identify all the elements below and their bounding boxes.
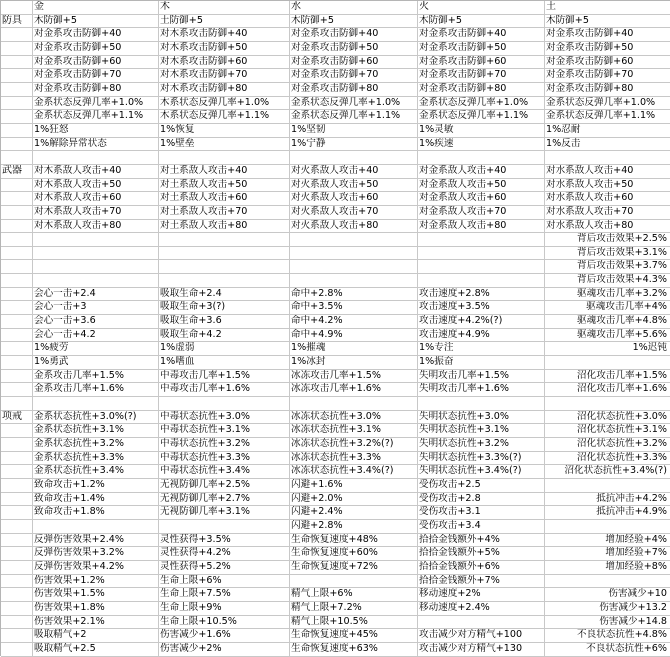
category-cell[interactable]: [1, 110, 33, 124]
data-cell[interactable]: 中毒状态抗性+3.0%: [159, 411, 290, 425]
data-cell[interactable]: 木防御+5: [290, 15, 418, 29]
data-cell[interactable]: 吸取生命+3.6: [159, 315, 290, 329]
data-cell[interactable]: 对木系敌人攻击+60: [33, 192, 159, 206]
data-cell[interactable]: 对金系攻击防御+40: [545, 28, 670, 42]
category-cell[interactable]: [1, 520, 33, 534]
data-cell[interactable]: 金系状态反弹几率+1.1%: [33, 110, 159, 124]
header-cell[interactable]: 木: [159, 1, 290, 15]
data-cell[interactable]: 伤害效果+1.2%: [33, 575, 159, 589]
data-cell[interactable]: 背后攻击效果+4.3%: [545, 274, 670, 288]
data-cell[interactable]: 1%狂怒: [33, 124, 159, 138]
category-cell[interactable]: [1, 206, 33, 220]
data-cell[interactable]: 生命上限+6%: [159, 575, 290, 589]
data-cell[interactable]: 对金系敌人攻击+80: [418, 220, 545, 234]
data-cell[interactable]: 1%灵敏: [418, 124, 545, 138]
category-cell[interactable]: [1, 561, 33, 575]
category-cell[interactable]: [1, 288, 33, 302]
data-cell[interactable]: 伤害减少+14.8: [545, 616, 670, 630]
category-cell[interactable]: [1, 465, 33, 479]
category-cell[interactable]: [1, 56, 33, 70]
category-cell[interactable]: [1, 315, 33, 329]
header-cell[interactable]: 水: [290, 1, 418, 15]
category-cell[interactable]: [1, 452, 33, 466]
data-cell[interactable]: 生命恢复速度+60%: [290, 547, 418, 561]
data-cell[interactable]: 1%反击: [545, 138, 670, 152]
data-cell[interactable]: 对木系敌人攻击+40: [33, 165, 159, 179]
data-cell[interactable]: 受伤攻击+2.8: [418, 493, 545, 507]
data-cell[interactable]: 对金系攻击防御+50: [418, 42, 545, 56]
data-cell[interactable]: 吸取生命+3(?): [159, 301, 290, 315]
category-cell[interactable]: [1, 506, 33, 520]
data-cell[interactable]: 1%疲劳: [33, 342, 159, 356]
data-cell[interactable]: 会心一击+3: [33, 301, 159, 315]
data-cell[interactable]: 伤害减少+13.2: [545, 602, 670, 616]
data-cell[interactable]: 金系状态抗性+3.0%(?): [33, 411, 159, 425]
data-cell[interactable]: 命中+3.5%: [290, 301, 418, 315]
data-cell[interactable]: 拾拾金钱额外+7%: [418, 575, 545, 589]
data-cell[interactable]: 对金系敌人攻击+50: [418, 179, 545, 193]
data-cell[interactable]: [545, 575, 670, 589]
data-cell[interactable]: [159, 274, 290, 288]
data-cell[interactable]: 金系状态反弹几率+1.1%: [290, 110, 418, 124]
data-cell[interactable]: [545, 356, 670, 370]
data-cell[interactable]: 冰冻状态抗性+3.0%: [290, 411, 418, 425]
data-cell[interactable]: 木防御+5: [545, 15, 670, 29]
data-cell[interactable]: 无视防御几率+3.1%: [159, 506, 290, 520]
data-cell[interactable]: 伤害减少+10: [545, 588, 670, 602]
category-cell[interactable]: [1, 616, 33, 630]
data-cell[interactable]: [545, 151, 670, 165]
data-cell[interactable]: [418, 274, 545, 288]
data-cell[interactable]: 失明攻击几率+1.6%: [418, 383, 545, 397]
data-cell[interactable]: [290, 151, 418, 165]
data-cell[interactable]: 沼化状态抗性+3.2%: [545, 438, 670, 452]
data-cell[interactable]: 失明状态抗性+3.0%: [418, 411, 545, 425]
data-cell[interactable]: 失明状态抗性+3.3%(?): [418, 452, 545, 466]
data-cell[interactable]: 移动速度+2%: [418, 588, 545, 602]
header-cell[interactable]: 金: [33, 1, 159, 15]
data-cell[interactable]: 增加经验+8%: [545, 561, 670, 575]
data-cell[interactable]: 土防御+5: [159, 15, 290, 29]
data-cell[interactable]: 1%宁静: [290, 138, 418, 152]
category-cell[interactable]: [1, 397, 33, 411]
data-cell[interactable]: 冰冻状态抗性+3.3%: [290, 452, 418, 466]
category-cell[interactable]: [1, 151, 33, 165]
data-cell[interactable]: 攻击减少对方精气+100: [418, 629, 545, 643]
data-cell[interactable]: 生命上限+9%: [159, 602, 290, 616]
data-cell[interactable]: 对木系敌人攻击+50: [33, 179, 159, 193]
data-cell[interactable]: 吸取生命+4.2: [159, 329, 290, 343]
data-cell[interactable]: 会心一击+4.2: [33, 329, 159, 343]
data-cell[interactable]: [418, 247, 545, 261]
category-cell[interactable]: [1, 179, 33, 193]
data-cell[interactable]: 对金系攻击防御+80: [545, 83, 670, 97]
category-cell[interactable]: [1, 260, 33, 274]
data-cell[interactable]: 金系状态抗性+3.1%: [33, 424, 159, 438]
data-cell[interactable]: 对木系攻击防御+70: [159, 69, 290, 83]
data-cell[interactable]: 驱魂攻击几率+3.2%: [545, 288, 670, 302]
category-cell[interactable]: 防具: [1, 15, 33, 29]
category-cell[interactable]: [1, 329, 33, 343]
data-cell[interactable]: 抵抗冲击+4.9%: [545, 506, 670, 520]
data-cell[interactable]: 对金系敌人攻击+40: [418, 165, 545, 179]
category-cell[interactable]: [1, 493, 33, 507]
data-cell[interactable]: 金系状态反弹几率+1.1%: [418, 110, 545, 124]
data-cell[interactable]: 中毒攻击几率+1.5%: [159, 370, 290, 384]
data-cell[interactable]: 对水系敌人攻击+70: [545, 206, 670, 220]
data-cell[interactable]: 金系状态抗性+3.3%: [33, 452, 159, 466]
data-cell[interactable]: 失明状态抗性+3.1%: [418, 424, 545, 438]
data-cell[interactable]: 对金系攻击防御+80: [290, 83, 418, 97]
category-cell[interactable]: [1, 192, 33, 206]
data-cell[interactable]: 1%解除异常状态: [33, 138, 159, 152]
data-cell[interactable]: [290, 247, 418, 261]
data-cell[interactable]: [545, 479, 670, 493]
data-cell[interactable]: 对木系攻击防御+50: [159, 42, 290, 56]
data-cell[interactable]: 1%忍耐: [545, 124, 670, 138]
data-cell[interactable]: 1%勇武: [33, 356, 159, 370]
category-cell[interactable]: [1, 42, 33, 56]
data-cell[interactable]: 对水系敌人攻击+40: [545, 165, 670, 179]
data-cell[interactable]: 中毒状态抗性+3.2%: [159, 438, 290, 452]
data-cell[interactable]: 吸取精气+2.5: [33, 643, 159, 657]
data-cell[interactable]: 会心一击+3.6: [33, 315, 159, 329]
data-cell[interactable]: 对金系敌人攻击+60: [418, 192, 545, 206]
data-cell[interactable]: 对金系攻击防御+60: [418, 56, 545, 70]
data-cell[interactable]: 1%振奋: [418, 356, 545, 370]
data-cell[interactable]: [159, 260, 290, 274]
data-cell[interactable]: 移动速度+2.4%: [418, 602, 545, 616]
data-cell[interactable]: 对金系攻击防御+40: [418, 28, 545, 42]
category-cell[interactable]: [1, 370, 33, 384]
category-cell[interactable]: [1, 138, 33, 152]
data-cell[interactable]: 闪避+2.4%: [290, 506, 418, 520]
data-cell[interactable]: 命中+4.2%: [290, 315, 418, 329]
data-cell[interactable]: 沼化攻击几率+1.6%: [545, 383, 670, 397]
data-cell[interactable]: [159, 151, 290, 165]
data-cell[interactable]: [33, 397, 159, 411]
data-cell[interactable]: 伤害效果+2.1%: [33, 616, 159, 630]
data-cell[interactable]: [33, 260, 159, 274]
header-cell[interactable]: 火: [418, 1, 545, 15]
data-cell[interactable]: 生命恢复速度+63%: [290, 643, 418, 657]
data-cell[interactable]: 伤害效果+1.5%: [33, 588, 159, 602]
data-cell[interactable]: 对金系敌人攻击+70: [418, 206, 545, 220]
data-cell[interactable]: 1%冰封: [290, 356, 418, 370]
data-cell[interactable]: 攻击速度+4.2%(?): [418, 315, 545, 329]
data-cell[interactable]: 拾拾金钱额外+6%: [418, 561, 545, 575]
data-cell[interactable]: 对火系敌人攻击+70: [290, 206, 418, 220]
data-cell[interactable]: 生命恢复速度+48%: [290, 534, 418, 548]
data-cell[interactable]: 增加经验+4%: [545, 534, 670, 548]
data-cell[interactable]: 木防御+5: [418, 15, 545, 29]
data-cell[interactable]: 会心一击+2.4: [33, 288, 159, 302]
category-cell[interactable]: [1, 342, 33, 356]
category-cell[interactable]: [1, 356, 33, 370]
data-cell[interactable]: [33, 520, 159, 534]
data-cell[interactable]: 冰冻攻击几率+1.5%: [290, 370, 418, 384]
data-cell[interactable]: 金系状态反弹几率+1.1%: [545, 110, 670, 124]
data-cell[interactable]: 精气上限+6%: [290, 588, 418, 602]
data-cell[interactable]: 中毒状态抗性+3.1%: [159, 424, 290, 438]
category-cell[interactable]: [1, 69, 33, 83]
category-cell[interactable]: [1, 629, 33, 643]
data-cell[interactable]: 闪避+2.8%: [290, 520, 418, 534]
data-cell[interactable]: 增加经验+7%: [545, 547, 670, 561]
data-cell[interactable]: 1%疾速: [418, 138, 545, 152]
data-cell[interactable]: 沼化状态抗性+3.3%: [545, 452, 670, 466]
data-cell[interactable]: 金系状态反弹几率+1.0%: [33, 97, 159, 111]
data-cell[interactable]: 沼化状态抗性+3.0%: [545, 411, 670, 425]
data-cell[interactable]: 背后攻击效果+2.5%: [545, 233, 670, 247]
data-cell[interactable]: [545, 397, 670, 411]
data-cell[interactable]: 闪避+1.6%: [290, 479, 418, 493]
data-cell[interactable]: 攻击减少对方精气+130: [418, 643, 545, 657]
data-cell[interactable]: 木防御+5: [33, 15, 159, 29]
data-cell[interactable]: 对火系敌人攻击+80: [290, 220, 418, 234]
data-cell[interactable]: 无视防御几率+2.5%: [159, 479, 290, 493]
data-cell[interactable]: 生命恢复速度+45%: [290, 629, 418, 643]
data-cell[interactable]: 对金系攻击防御+60: [545, 56, 670, 70]
data-cell[interactable]: 1%壁垒: [159, 138, 290, 152]
data-cell[interactable]: 失明攻击几率+1.5%: [418, 370, 545, 384]
data-cell[interactable]: [418, 616, 545, 630]
category-cell[interactable]: [1, 233, 33, 247]
data-cell[interactable]: 金系状态反弹几率+1.0%: [290, 97, 418, 111]
data-cell[interactable]: [33, 151, 159, 165]
data-cell[interactable]: 受伤攻击+3.1: [418, 506, 545, 520]
data-cell[interactable]: 受伤攻击+3.4: [418, 520, 545, 534]
data-cell[interactable]: 中毒攻击几率+1.6%: [159, 383, 290, 397]
category-cell[interactable]: [1, 28, 33, 42]
data-cell[interactable]: [418, 397, 545, 411]
data-cell[interactable]: 金系攻击几率+1.5%: [33, 370, 159, 384]
data-cell[interactable]: 精气上限+7.2%: [290, 602, 418, 616]
data-cell[interactable]: 失明状态抗性+3.2%: [418, 438, 545, 452]
data-cell[interactable]: 1%专注: [418, 342, 545, 356]
data-cell[interactable]: 对木系敌人攻击+80: [33, 220, 159, 234]
category-cell[interactable]: [1, 643, 33, 657]
data-cell[interactable]: [159, 247, 290, 261]
data-cell[interactable]: 1%恢复: [159, 124, 290, 138]
category-cell[interactable]: [1, 220, 33, 234]
category-cell[interactable]: [1, 124, 33, 138]
data-cell[interactable]: 对木系攻击防御+60: [159, 56, 290, 70]
data-cell[interactable]: [33, 233, 159, 247]
data-cell[interactable]: 生命上限+7.5%: [159, 588, 290, 602]
data-cell[interactable]: 对金系攻击防御+50: [33, 42, 159, 56]
data-cell[interactable]: 木系状态反弹几率+1.1%: [159, 110, 290, 124]
data-cell[interactable]: 命中+2.8%: [290, 288, 418, 302]
data-cell[interactable]: 背后攻击效果+3.7%: [545, 260, 670, 274]
data-cell[interactable]: 对木系攻击防御+40: [159, 28, 290, 42]
data-cell[interactable]: 对水系敌人攻击+50: [545, 179, 670, 193]
data-cell[interactable]: 吸取生命+2.4: [159, 288, 290, 302]
data-cell[interactable]: 抵抗冲击+4.2%: [545, 493, 670, 507]
category-cell[interactable]: [1, 383, 33, 397]
data-cell[interactable]: 对火系敌人攻击+40: [290, 165, 418, 179]
data-cell[interactable]: 冰冻状态抗性+3.2%(?): [290, 438, 418, 452]
data-cell[interactable]: 1%虚弱: [159, 342, 290, 356]
data-cell[interactable]: 对金系攻击防御+40: [33, 28, 159, 42]
data-cell[interactable]: 对金系攻击防御+50: [290, 42, 418, 56]
data-cell[interactable]: 受伤攻击+2.5: [418, 479, 545, 493]
data-cell[interactable]: 伤害减少+2%: [159, 643, 290, 657]
data-cell[interactable]: 沼化状态抗性+3.4%(?): [545, 465, 670, 479]
data-cell[interactable]: [290, 274, 418, 288]
data-cell[interactable]: 金系状态抗性+3.4%: [33, 465, 159, 479]
data-cell[interactable]: [159, 520, 290, 534]
data-cell[interactable]: 闪避+2.0%: [290, 493, 418, 507]
data-cell[interactable]: 对金系攻击防御+70: [290, 69, 418, 83]
data-cell[interactable]: 攻击速度+4.9%: [418, 329, 545, 343]
data-cell[interactable]: 伤害效果+1.8%: [33, 602, 159, 616]
category-cell[interactable]: [1, 575, 33, 589]
data-cell[interactable]: 致命攻击+1.4%: [33, 493, 159, 507]
data-cell[interactable]: 对金系攻击防御+60: [290, 56, 418, 70]
data-cell[interactable]: 对土系敌人攻击+60: [159, 192, 290, 206]
data-cell[interactable]: 攻击速度+2.8%: [418, 288, 545, 302]
data-cell[interactable]: 1%嗜血: [159, 356, 290, 370]
data-cell[interactable]: 中毒状态抗性+3.4%: [159, 465, 290, 479]
header-corner-cell[interactable]: [1, 1, 33, 15]
data-cell[interactable]: [545, 520, 670, 534]
data-cell[interactable]: [159, 397, 290, 411]
data-cell[interactable]: 灵性获得+5.2%: [159, 561, 290, 575]
data-cell[interactable]: 无视防御几率+2.7%: [159, 493, 290, 507]
data-cell[interactable]: [159, 233, 290, 247]
data-cell[interactable]: 对木系攻击防御+80: [159, 83, 290, 97]
data-cell[interactable]: 1%坚韧: [290, 124, 418, 138]
data-cell[interactable]: [290, 260, 418, 274]
category-cell[interactable]: [1, 274, 33, 288]
data-cell[interactable]: 生命上限+10.5%: [159, 616, 290, 630]
data-cell[interactable]: 对土系敌人攻击+80: [159, 220, 290, 234]
data-cell[interactable]: 精气上限+10.5%: [290, 616, 418, 630]
data-cell[interactable]: 冰冻攻击几率+1.6%: [290, 383, 418, 397]
data-cell[interactable]: 沼化攻击几率+1.5%: [545, 370, 670, 384]
data-cell[interactable]: 金系状态抗性+3.2%: [33, 438, 159, 452]
data-cell[interactable]: 不良状态抗性+6%: [545, 643, 670, 657]
category-cell[interactable]: [1, 479, 33, 493]
data-cell[interactable]: 吸取精气+2: [33, 629, 159, 643]
data-cell[interactable]: 对木系敌人攻击+70: [33, 206, 159, 220]
data-cell[interactable]: 攻击速度+3.5%: [418, 301, 545, 315]
header-cell[interactable]: 土: [545, 1, 670, 15]
category-cell[interactable]: [1, 424, 33, 438]
data-cell[interactable]: 对金系攻击防御+70: [545, 69, 670, 83]
data-cell[interactable]: 拾拾金钱额外+4%: [418, 534, 545, 548]
data-cell[interactable]: 对金系攻击防御+50: [545, 42, 670, 56]
category-cell[interactable]: [1, 547, 33, 561]
data-cell[interactable]: 灵性获得+3.5%: [159, 534, 290, 548]
data-cell[interactable]: 金系状态反弹几率+1.0%: [418, 97, 545, 111]
data-cell[interactable]: 拾拾金钱额外+5%: [418, 547, 545, 561]
category-cell[interactable]: 武器: [1, 165, 33, 179]
data-cell[interactable]: 致命攻击+1.2%: [33, 479, 159, 493]
data-cell[interactable]: [418, 233, 545, 247]
data-cell[interactable]: 对金系攻击防御+40: [290, 28, 418, 42]
data-cell[interactable]: 不良状态抗性+4.8%: [545, 629, 670, 643]
category-cell[interactable]: 项戒: [1, 411, 33, 425]
data-cell[interactable]: 对金系攻击防御+80: [418, 83, 545, 97]
data-cell[interactable]: 对金系攻击防御+60: [33, 56, 159, 70]
data-cell[interactable]: 对火系敌人攻击+50: [290, 179, 418, 193]
data-cell[interactable]: 1%迟钝: [545, 342, 670, 356]
data-cell[interactable]: 驱魂攻击几率+4%: [545, 301, 670, 315]
data-cell[interactable]: [33, 247, 159, 261]
data-cell[interactable]: 对水系敌人攻击+60: [545, 192, 670, 206]
data-cell[interactable]: 致命攻击+1.8%: [33, 506, 159, 520]
data-cell[interactable]: [290, 397, 418, 411]
data-cell[interactable]: [418, 151, 545, 165]
data-cell[interactable]: [290, 575, 418, 589]
data-cell[interactable]: 冰冻状态抗性+3.1%: [290, 424, 418, 438]
data-cell[interactable]: 对金系攻击防御+80: [33, 83, 159, 97]
data-cell[interactable]: [418, 260, 545, 274]
category-cell[interactable]: [1, 97, 33, 111]
category-cell[interactable]: [1, 588, 33, 602]
category-cell[interactable]: [1, 602, 33, 616]
category-cell[interactable]: [1, 534, 33, 548]
data-cell[interactable]: [290, 233, 418, 247]
category-cell[interactable]: [1, 247, 33, 261]
data-cell[interactable]: 反弹伤害效果+4.2%: [33, 561, 159, 575]
data-cell[interactable]: 木系状态反弹几率+1.0%: [159, 97, 290, 111]
data-cell[interactable]: 对土系敌人攻击+40: [159, 165, 290, 179]
data-cell[interactable]: 命中+4.9%: [290, 329, 418, 343]
data-cell[interactable]: 对土系敌人攻击+50: [159, 179, 290, 193]
data-cell[interactable]: 1%摧魂: [290, 342, 418, 356]
data-cell[interactable]: 金系状态反弹几率+1.0%: [545, 97, 670, 111]
data-cell[interactable]: 冰冻状态抗性+3.4%(?): [290, 465, 418, 479]
category-cell[interactable]: [1, 301, 33, 315]
data-cell[interactable]: 背后攻击效果+3.1%: [545, 247, 670, 261]
data-cell[interactable]: 驱魂攻击几率+5.6%: [545, 329, 670, 343]
category-cell[interactable]: [1, 438, 33, 452]
data-cell[interactable]: [33, 274, 159, 288]
data-cell[interactable]: 伤害减少+1.6%: [159, 629, 290, 643]
data-cell[interactable]: 生命恢复速度+72%: [290, 561, 418, 575]
data-cell[interactable]: 反弹伤害效果+3.2%: [33, 547, 159, 561]
data-cell[interactable]: 失明状态抗性+3.4%(?): [418, 465, 545, 479]
data-cell[interactable]: 对金系攻击防御+70: [418, 69, 545, 83]
data-cell[interactable]: 反弹伤害效果+2.4%: [33, 534, 159, 548]
data-cell[interactable]: 对火系敌人攻击+60: [290, 192, 418, 206]
data-cell[interactable]: 对水系敌人攻击+80: [545, 220, 670, 234]
data-cell[interactable]: 沼化状态抗性+3.1%: [545, 424, 670, 438]
category-cell[interactable]: [1, 83, 33, 97]
data-cell[interactable]: 中毒状态抗性+3.3%: [159, 452, 290, 466]
data-cell[interactable]: 金系攻击几率+1.6%: [33, 383, 159, 397]
data-cell[interactable]: 对金系攻击防御+70: [33, 69, 159, 83]
data-cell[interactable]: 对土系敌人攻击+70: [159, 206, 290, 220]
data-cell[interactable]: 灵性获得+4.2%: [159, 547, 290, 561]
data-cell[interactable]: 驱魂攻击几率+4.8%: [545, 315, 670, 329]
